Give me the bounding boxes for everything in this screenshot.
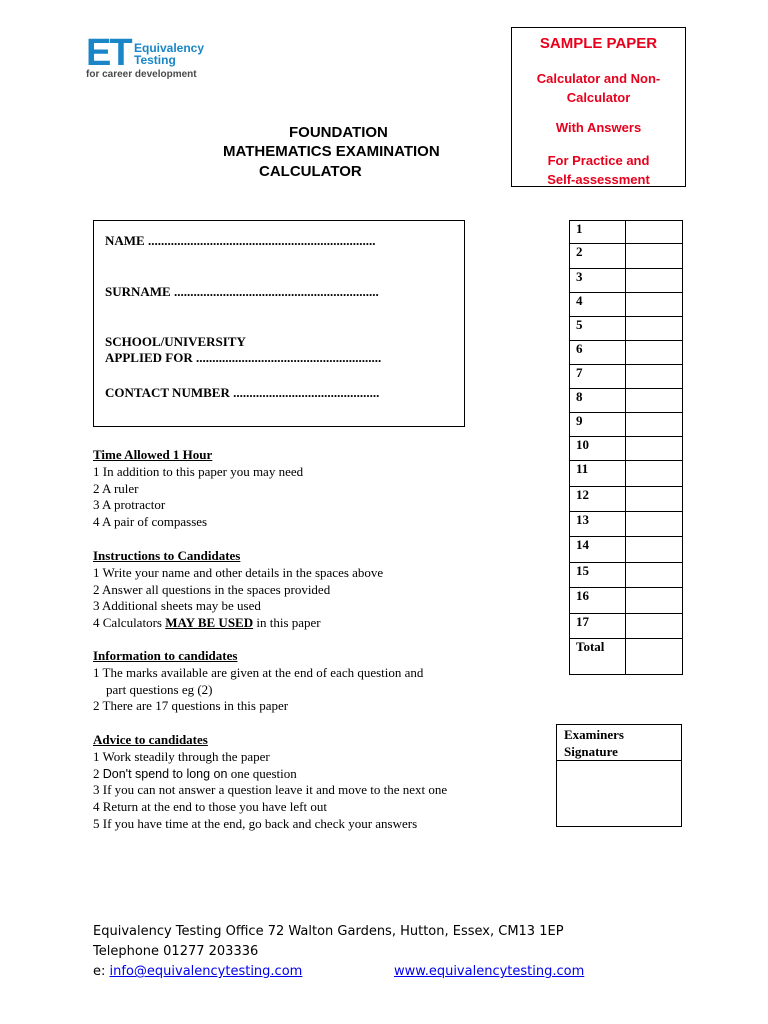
title-line2: MATHEMATICS EXAMINATION — [223, 143, 440, 160]
score-cell[interactable] — [626, 221, 683, 244]
score-cell[interactable] — [626, 487, 683, 512]
question-number: 1 — [570, 221, 626, 244]
question-number: 2 — [570, 244, 626, 269]
divider — [557, 760, 681, 761]
logo-mark: ET — [86, 32, 131, 74]
instructions-heading: Instructions to Candidates — [93, 548, 241, 563]
score-cell[interactable] — [626, 461, 683, 487]
contact-number-field[interactable]: CONTACT NUMBER ............................................. — [105, 385, 380, 400]
question-number: 9 — [570, 413, 626, 437]
advice-heading: Advice to candidates — [93, 732, 208, 747]
question-number: 8 — [570, 389, 626, 413]
sample-answers-note: With Answers — [555, 120, 642, 135]
score-cell[interactable] — [626, 365, 683, 389]
score-cell[interactable] — [626, 512, 683, 537]
score-cell[interactable] — [626, 317, 683, 341]
total-label: Total — [570, 639, 626, 675]
list-item: 3 Additional sheets may be used — [93, 598, 261, 614]
footer-telephone: Telephone 01277 203336 — [93, 944, 259, 959]
name-field[interactable]: NAME ...................................................................... — [105, 233, 376, 248]
time-allowed-heading: Time Allowed 1 Hour — [93, 447, 213, 462]
score-cell[interactable] — [626, 614, 683, 639]
list-item — [93, 615, 383, 632]
list-item: 1 Write your name and other details in the spaces above — [93, 564, 384, 580]
question-number: 17 — [570, 614, 626, 639]
sample-line1b: Calculator — [566, 90, 631, 105]
list-item: 1 In addition to this paper you may need — [93, 463, 304, 479]
candidate-details-box — [93, 220, 465, 427]
list-item: 5 If you have time at the end, go back and check your answers — [93, 815, 418, 831]
information-section — [93, 648, 423, 715]
question-number: 3 — [570, 269, 626, 293]
score-table — [569, 220, 683, 675]
question-number: 10 — [570, 437, 626, 461]
logo-name — [134, 42, 204, 66]
question-number: 12 — [570, 487, 626, 512]
item2-rest: one question — [227, 765, 297, 781]
question-number: 5 — [570, 317, 626, 341]
list-item: 1 Work steadily through the paper — [93, 748, 270, 764]
logo-name-line1: Equivalency — [134, 41, 205, 55]
item2-num: 2 — [93, 765, 103, 781]
sample-line3b: Self-assessment — [547, 172, 650, 187]
question-number: 13 — [570, 512, 626, 537]
examiner-signature-label — [564, 726, 624, 760]
score-cell[interactable] — [626, 389, 683, 413]
question-number: 4 — [570, 293, 626, 317]
score-cell[interactable] — [626, 437, 683, 461]
list-item: 1 The marks available are given at the end of each question and — [93, 664, 424, 680]
score-cell[interactable] — [626, 588, 683, 614]
school-label: SCHOOL/UNIVERSITY — [105, 334, 246, 349]
email-prefix: e: — [93, 964, 110, 979]
sample-calculator-note — [512, 69, 685, 107]
list-item: part questions eg (2) — [93, 681, 213, 697]
company-logo — [86, 34, 276, 84]
sample-paper-box — [511, 27, 686, 187]
sample-line3a: For Practice and — [547, 153, 650, 168]
question-number: 16 — [570, 588, 626, 614]
item2-text: Don't spend to long on — [102, 766, 228, 781]
score-cell[interactable] — [626, 269, 683, 293]
examiner-line2: Signature — [564, 744, 618, 759]
instructions-section — [93, 548, 383, 632]
footer-address: Equivalency Testing Office 72 Walton Gardens, Hutton, Essex, CM13 1EP — [93, 924, 564, 939]
footer — [93, 922, 585, 982]
title-line3: CALCULATOR — [259, 163, 362, 180]
examiner-line1: Examiners — [564, 727, 624, 742]
time-allowed-section — [93, 447, 303, 531]
list-item: 4 Return at the end to those you have left out — [93, 799, 327, 815]
school-field[interactable]: APPLIED FOR ......................................................... — [105, 350, 382, 365]
score-cell[interactable] — [626, 537, 683, 563]
score-cell[interactable] — [626, 413, 683, 437]
list-item: 2 There are 17 questions in this paper — [93, 698, 289, 714]
score-cell[interactable] — [626, 293, 683, 317]
list-item: 4 A pair of compasses — [93, 514, 208, 530]
footer-contact-line — [93, 962, 585, 982]
score-cell[interactable] — [626, 563, 683, 588]
title-line1: FOUNDATION — [289, 124, 388, 141]
list-item: 2 Answer all questions in the spaces provided — [93, 581, 331, 597]
question-number: 7 — [570, 365, 626, 389]
sample-line1a: Calculator and Non- — [536, 71, 661, 86]
advice-section — [93, 732, 447, 833]
examiner-signature-box — [556, 724, 682, 827]
logo-tagline: for career development — [86, 69, 197, 80]
item4-pre: 4 Calculators — [93, 615, 166, 631]
score-cell[interactable] — [626, 341, 683, 365]
list-item: 2 A ruler — [93, 480, 139, 496]
information-heading: Information to candidates — [93, 648, 238, 663]
question-number: 14 — [570, 537, 626, 563]
surname-field[interactable]: SURNAME ............................................................... — [105, 284, 379, 299]
may-be-used-emphasis: MAY BE USED — [165, 615, 254, 631]
sample-practice-note — [512, 151, 685, 189]
question-number: 11 — [570, 461, 626, 487]
website-link[interactable]: www.equivalencytesting.com — [394, 964, 585, 979]
question-number: 6 — [570, 341, 626, 365]
logo-name-line2: Testing — [134, 53, 176, 67]
sample-paper-title: SAMPLE PAPER — [539, 35, 658, 52]
item4-post: in this paper — [253, 615, 321, 631]
score-cell[interactable] — [626, 244, 683, 269]
list-item: 3 A protractor — [93, 497, 166, 513]
email-link[interactable]: info@equivalencytesting.com — [109, 964, 303, 979]
question-number: 15 — [570, 563, 626, 588]
total-score-cell[interactable] — [626, 639, 683, 675]
list-item — [93, 766, 447, 783]
list-item: 3 If you can not answer a question leave it and move to the next one — [93, 782, 448, 798]
